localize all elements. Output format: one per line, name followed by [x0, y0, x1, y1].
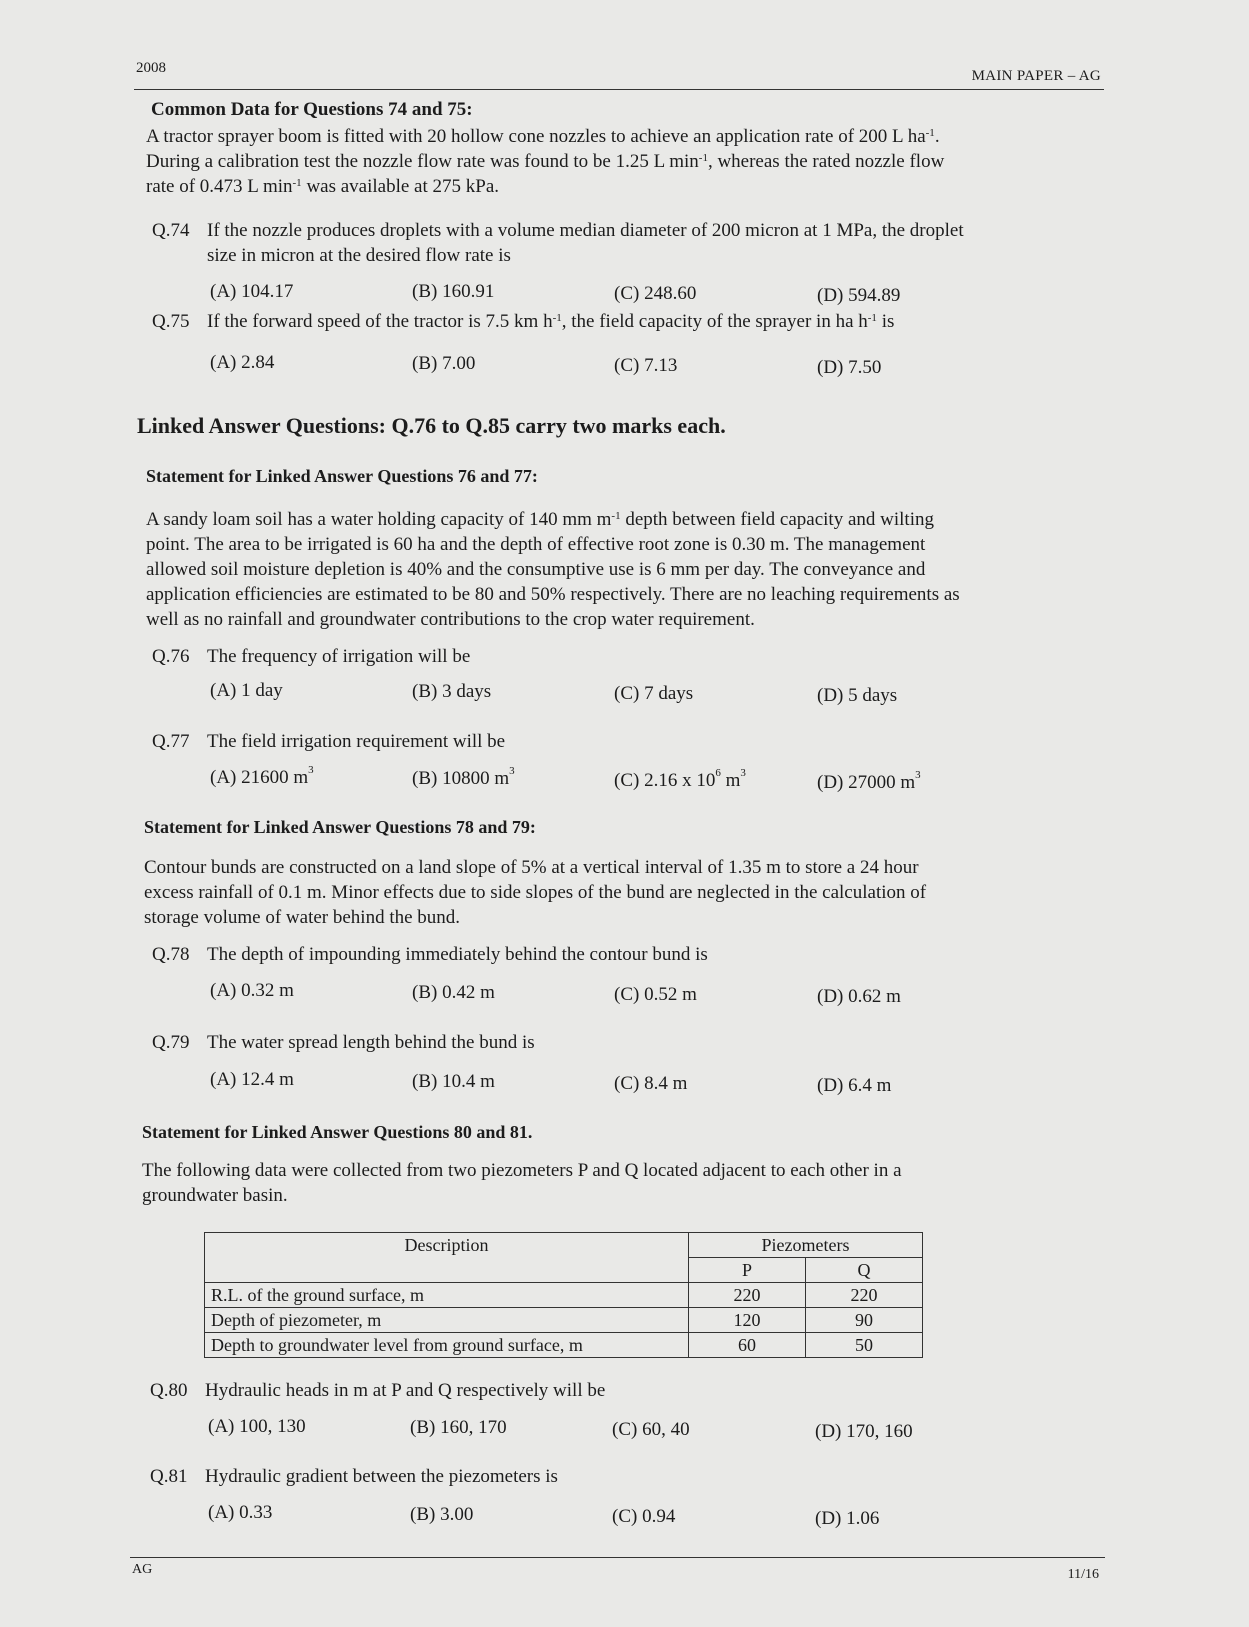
row-description: R.L. of the ground surface, m [205, 1283, 689, 1308]
q74-option-c[interactable]: (C) 248.60 [614, 283, 697, 304]
piezometer-table [204, 1232, 923, 1358]
question-text: If the nozzle produces droplets with a volume median diameter of 200 micron at 1 MPa, the droplet size in micron at the desired flow rate is [207, 220, 964, 266]
question-number: Q.74 [152, 220, 190, 241]
q77-option-b[interactable]: (B) 10800 $m^3$ [412, 765, 515, 789]
question-text: Hydraulic heads in m at P and Q respectively will be [205, 1380, 606, 1401]
row-value-p: 120 [689, 1308, 806, 1333]
q78-option-a[interactable]: (A) 0.32 m [210, 980, 294, 1001]
statement-76-77-text: A sandy loam soil has a water holding capacity of 140 mm $m^{-1}$ depth between field capacity and wilting point. The area to be irrigated is 60 ha and the depth of effective root zone is 0.30 m. The management allowed soil moisture depletion is 40% and the consumptive use is 6 mm per day. The conveyance and application efficiencies are estimated to be 80 and 50% respectively. There are no leaching requirements as well as no rainfall and groundwater contributions to the crop water requirement. [146, 509, 960, 630]
row-value-p: 220 [689, 1283, 806, 1308]
q76-option-c[interactable]: (C) 7 days [614, 683, 694, 704]
question-76 [152, 644, 1096, 670]
question-number: Q.77 [152, 731, 190, 752]
q78-option-c[interactable]: (C) 0.52 m [614, 984, 697, 1005]
q79-option-a[interactable]: (A) 12.4 m [210, 1069, 294, 1090]
question-number: Q.75 [152, 311, 190, 332]
question-number: Q.80 [150, 1380, 188, 1401]
q81-option-a[interactable]: (A) 0.33 [208, 1502, 273, 1523]
q75-option-d[interactable]: (D) 7.50 [817, 357, 882, 378]
q76-option-b[interactable]: (B) 3 days [412, 681, 492, 702]
q77-option-d[interactable]: (D) 27000 $m^3$ [817, 769, 921, 793]
q81-option-c[interactable]: (C) 0.94 [612, 1506, 676, 1527]
question-text: The water spread length behind the bund is [207, 1032, 535, 1053]
table-row [205, 1283, 923, 1308]
question-77 [152, 729, 1096, 755]
question-number: Q.76 [152, 646, 190, 667]
header-year: 2008 [136, 60, 166, 76]
statement-76-77-heading: Statement for Linked Answer Questions 76 and 77: [146, 466, 538, 486]
common-data-heading: Common Data for Questions 74 and 75: [151, 99, 473, 120]
row-description: Depth of piezometer, m [205, 1308, 689, 1333]
q75-option-a[interactable]: (A) 2.84 [210, 352, 275, 373]
q80-option-c[interactable]: (C) 60, 40 [612, 1419, 690, 1440]
question-text: The depth of impounding immediately behind the contour bund is [207, 944, 708, 965]
question-80 [150, 1378, 1094, 1404]
question-text: Hydraulic gradient between the piezometers is [205, 1466, 558, 1487]
common-line-2: During a calibration test the nozzle flow rate was found to be 1.25 L $\min^{-1}$, whereas the rated nozzle flow [146, 151, 945, 172]
question-number: Q.79 [152, 1032, 190, 1053]
q76-option-d[interactable]: (D) 5 days [817, 685, 898, 706]
question-81 [150, 1464, 1094, 1490]
row-value-q: 50 [806, 1333, 923, 1358]
column-header-q: Q [806, 1258, 923, 1283]
q74-option-a[interactable]: (A) 104.17 [210, 281, 294, 302]
column-header-description: Description [205, 1233, 689, 1283]
question-79 [152, 1030, 1096, 1056]
question-number: Q.81 [150, 1466, 188, 1487]
q75-option-c[interactable]: (C) 7.13 [614, 355, 678, 376]
q78-option-b[interactable]: (B) 0.42 m [412, 982, 495, 1003]
q75-option-b[interactable]: (B) 7.00 [412, 353, 476, 374]
row-value-q: 90 [806, 1308, 923, 1333]
statement-80-81-text: The following data were collected from two piezometers P and Q located adjacent to each other in a groundwater basin. [142, 1160, 902, 1206]
q79-option-d[interactable]: (D) 6.4 m [817, 1075, 892, 1096]
common-line-1: A tractor sprayer boom is fitted with 20 hollow cone nozzles to achieve an application rate of 200 L $ha^{-1}$. [146, 126, 940, 147]
table-row [205, 1333, 923, 1358]
linked-answer-heading: Linked Answer Questions: Q.76 to Q.85 carry two marks each. [137, 413, 726, 438]
q79-option-c[interactable]: (C) 8.4 m [614, 1073, 688, 1094]
q81-option-d[interactable]: (D) 1.06 [815, 1508, 880, 1529]
q77-option-a[interactable]: (A) 21600 $m^3$ [210, 764, 314, 788]
q74-option-b[interactable]: (B) 160.91 [412, 281, 495, 302]
column-header-p: P [689, 1258, 806, 1283]
q78-option-d[interactable]: (D) 0.62 m [817, 986, 901, 1007]
header-paper: MAIN PAPER – AG [971, 68, 1101, 84]
row-value-q: 220 [806, 1283, 923, 1308]
row-value-p: 60 [689, 1333, 806, 1358]
footer-page-number: 11/16 [1067, 1567, 1099, 1582]
table-row [205, 1308, 923, 1333]
q80-option-b[interactable]: (B) 160, 170 [410, 1417, 507, 1438]
q74-option-d[interactable]: (D) 594.89 [817, 285, 901, 306]
question-78 [152, 942, 1096, 968]
row-description: Depth to groundwater level from ground surface, m [205, 1333, 689, 1358]
question-75 [152, 309, 1096, 335]
q81-option-b[interactable]: (B) 3.00 [410, 1504, 474, 1525]
question-text: If the forward speed of the tractor is 7.5 km $h^{-1}$, the field capacity of the sprayer in ha $h^{-1}$ is [207, 311, 895, 332]
q80-option-a[interactable]: (A) 100, 130 [208, 1416, 306, 1437]
statement-78-79-heading: Statement for Linked Answer Questions 78 and 79: [144, 817, 536, 837]
header-rule [134, 89, 1104, 90]
footer-code: AG [132, 1562, 153, 1577]
column-header-piezometers: Piezometers [689, 1233, 923, 1258]
footer-rule [130, 1557, 1105, 1558]
table-header-row [205, 1233, 923, 1258]
question-text: The frequency of irrigation will be [207, 646, 471, 667]
q76-option-a[interactable]: (A) 1 day [210, 680, 283, 701]
q79-option-b[interactable]: (B) 10.4 m [412, 1071, 495, 1092]
question-number: Q.78 [152, 944, 190, 965]
q80-option-d[interactable]: (D) 170, 160 [815, 1421, 913, 1442]
q77-option-c[interactable]: (C) 2.16 x $10^6$ $m^3$ [614, 767, 746, 791]
statement-78-79-text: Contour bunds are constructed on a land slope of 5% at a vertical interval of 1.35 m to store a 24 hour excess rainfall of 0.1 m. Minor effects due to side slopes of the bund are neglected in the calculation of storage volume of water behind the bund. [144, 857, 927, 928]
common-data-text [146, 124, 1094, 199]
statement-80-81-heading: Statement for Linked Answer Questions 80 and 81. [142, 1122, 533, 1142]
common-line-3: rate of 0.473 L $\min^{-1}$ was available at 275 kPa. [146, 176, 500, 197]
question-text: The field irrigation requirement will be [207, 731, 506, 752]
question-74 [152, 218, 1096, 268]
